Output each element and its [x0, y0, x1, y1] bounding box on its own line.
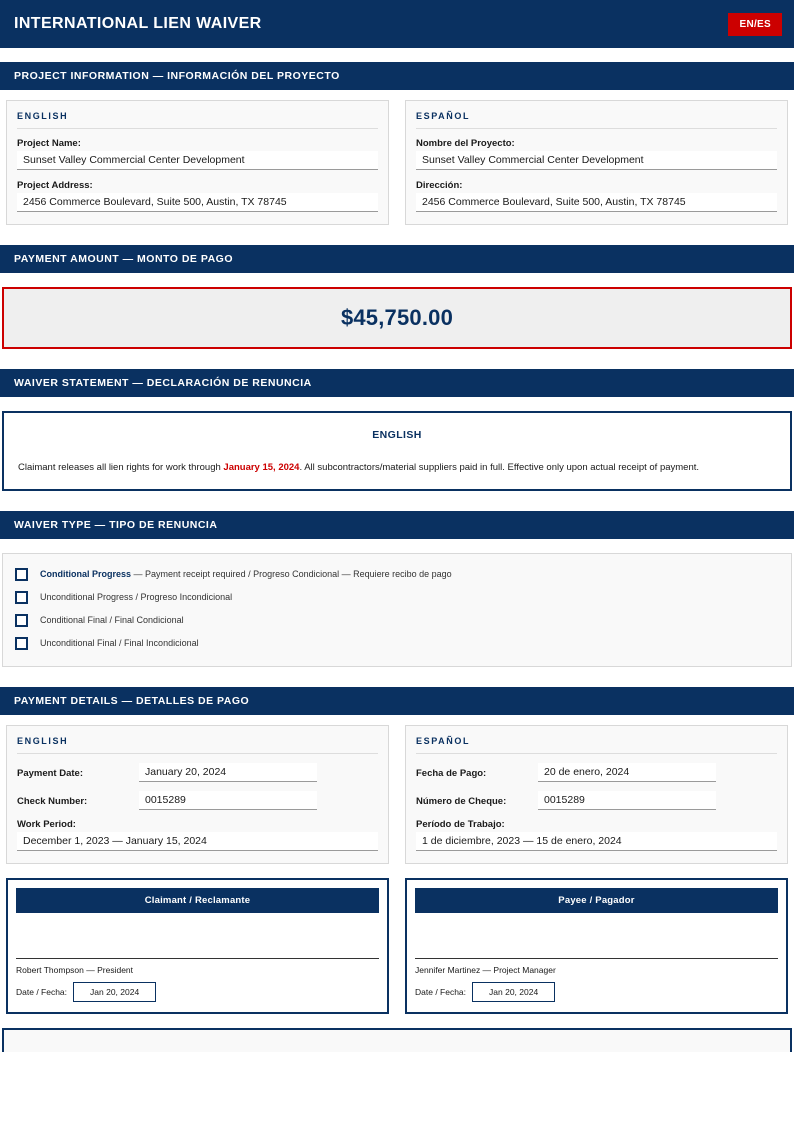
statement-highlight-date: January 15, 2024 — [223, 462, 300, 473]
waiver-type-checkbox[interactable] — [15, 591, 28, 604]
spacer — [0, 1014, 794, 1028]
spacer — [0, 539, 794, 553]
project-info-card-spanish — [405, 100, 788, 225]
project-information-columns — [0, 100, 794, 225]
project-information-english-column — [6, 100, 389, 225]
project-info-card-english — [6, 100, 389, 225]
check-number-label-es: Número de Cheque: — [416, 795, 507, 807]
waiver-type-option-label — [40, 615, 184, 625]
payee-signature-block — [405, 878, 788, 1014]
waiver-type-checkbox[interactable] — [15, 614, 28, 627]
payment-details-english-column — [6, 725, 389, 864]
project-address-field[interactable]: 2456 Commerce Boulevard, Suite 500, Austin, TX 78745 — [17, 193, 378, 212]
claimant-name-title: Robert Thompson — President — [16, 964, 134, 975]
project-name-label-es: Nombre del Proyecto: — [416, 138, 515, 149]
claimant-signature-area[interactable] — [16, 913, 379, 959]
payee-name-title: Jennifer Martinez — Project Manager — [415, 964, 556, 975]
language-label-english: ENGLISH — [17, 736, 378, 754]
payment-details-card-spanish — [405, 725, 788, 864]
payment-date-field[interactable]: January 20, 2024 — [139, 763, 317, 782]
project-address-label-es: Dirección: — [416, 180, 463, 191]
language-label-spanish: ESPAÑOL — [416, 736, 777, 754]
spacer — [0, 349, 794, 369]
check-number-field[interactable]: 0015289 — [139, 791, 317, 810]
waiver-statement-language-label: ENGLISH — [372, 429, 422, 441]
waiver-type-option-emphasis: Conditional Progress — [40, 569, 132, 580]
waiver-type-option-text: Unconditional Progress / Progreso Incondicional — [40, 592, 233, 603]
payee-date-row — [415, 982, 778, 1002]
waiver-type-option-row[interactable] — [15, 614, 779, 627]
check-number-field-es[interactable]: 0015289 — [538, 791, 716, 810]
payment-date-label: Payment Date: — [17, 767, 83, 779]
payment-date-row-es — [416, 763, 777, 782]
project-name-label: Project Name: — [17, 138, 81, 149]
check-number-label: Check Number: — [17, 795, 88, 807]
section-header-payment-amount: PAYMENT AMOUNT — MONTO DE PAGO — [0, 245, 794, 273]
payment-date-label-es: Fecha de Pago: — [416, 767, 487, 779]
waiver-type-option-text: Conditional Final / Final Condicional — [40, 615, 184, 626]
project-information-spanish-column — [405, 100, 788, 225]
spacer — [0, 667, 794, 687]
work-period-field[interactable]: December 1, 2023 — January 15, 2024 — [17, 832, 378, 851]
waiver-type-option-row[interactable] — [15, 637, 779, 650]
spacer — [0, 273, 794, 287]
page-title: INTERNATIONAL LIEN WAIVER — [14, 15, 262, 32]
work-period-label: Work Period: — [17, 818, 76, 830]
payee-signature-area[interactable] — [415, 913, 778, 959]
waiver-type-option-label — [40, 569, 452, 579]
spacer — [0, 225, 794, 245]
spacer — [0, 90, 794, 100]
waiver-statement-text — [18, 461, 776, 475]
check-number-row — [17, 791, 378, 810]
footer-panel-partial — [2, 1028, 792, 1052]
payee-signature-header: Payee / Pagador — [415, 888, 778, 913]
statement-text-before: Claimant releases all lien rights for work through — [18, 462, 224, 473]
waiver-type-checkbox[interactable] — [15, 637, 28, 650]
spacer — [0, 715, 794, 725]
section-header-waiver-statement: WAIVER STATEMENT — DECLARACIÓN DE RENUNCIA — [0, 369, 794, 397]
payment-details-card-english — [6, 725, 389, 864]
signature-columns — [0, 878, 794, 1014]
work-period-label-es: Período de Trabajo: — [416, 818, 505, 830]
section-header-payment-details: PAYMENT DETAILS — DETALLES DE PAGO — [0, 687, 794, 715]
spacer — [0, 864, 794, 878]
payment-details-spanish-column — [405, 725, 788, 864]
waiver-type-option-label — [40, 592, 232, 602]
payment-amount-value: $45,750.00 — [340, 305, 454, 330]
waiver-type-checkbox[interactable] — [15, 568, 28, 581]
claimant-date-label: Date / Fecha: — [16, 986, 68, 997]
claimant-date-field[interactable]: Jan 20, 2024 — [73, 982, 156, 1002]
section-header-waiver-type: WAIVER TYPE — TIPO DE RENUNCIA — [0, 511, 794, 539]
waiver-type-option-list — [15, 568, 779, 650]
language-label-spanish: ESPAÑOL — [416, 111, 777, 129]
payee-date-field[interactable]: Jan 20, 2024 — [472, 982, 555, 1002]
project-address-label: Project Address: — [17, 180, 93, 191]
statement-text-after: . All subcontractors/material suppliers paid in full. Effective only upon actual receipt of payment. — [299, 462, 700, 473]
waiver-type-option-text: Unconditional Final / Final Incondicional — [40, 638, 199, 649]
payment-amount-box — [2, 287, 792, 349]
payee-signature-column — [405, 878, 788, 1014]
spacer — [0, 491, 794, 511]
language-toggle-button[interactable]: EN/ES — [728, 13, 782, 36]
waiver-statement-box — [2, 411, 792, 491]
waiver-type-box — [2, 553, 792, 667]
claimant-signature-column — [6, 878, 389, 1014]
section-header-project-information: PROJECT INFORMATION — INFORMACIÓN DEL PROYECTO — [0, 62, 794, 90]
waiver-type-option-text: — Payment receipt required / Progreso Condicional — Requiere recibo de pago — [131, 569, 452, 580]
payment-date-row — [17, 763, 378, 782]
claimant-signature-header: Claimant / Reclamante — [16, 888, 379, 913]
document-header — [0, 0, 794, 48]
project-name-field-es[interactable]: Sunset Valley Commercial Center Development — [416, 151, 777, 170]
project-name-field[interactable]: Sunset Valley Commercial Center Development — [17, 151, 378, 170]
waiver-type-option-label — [40, 638, 199, 648]
spacer — [0, 397, 794, 411]
waiver-type-option-row[interactable] — [15, 591, 779, 604]
language-label-english: ENGLISH — [17, 111, 378, 129]
waiver-type-option-row[interactable] — [15, 568, 779, 581]
claimant-date-row — [16, 982, 379, 1002]
claimant-signature-block — [6, 878, 389, 1014]
check-number-row-es — [416, 791, 777, 810]
payee-date-label: Date / Fecha: — [415, 986, 467, 997]
payment-details-columns — [0, 725, 794, 864]
spacer — [0, 48, 794, 62]
payment-date-field-es[interactable]: 20 de enero, 2024 — [538, 763, 716, 782]
project-address-field-es[interactable]: 2456 Commerce Boulevard, Suite 500, Austin, TX 78745 — [416, 193, 777, 212]
work-period-field-es[interactable]: 1 de diciembre, 2023 — 15 de enero, 2024 — [416, 832, 777, 851]
